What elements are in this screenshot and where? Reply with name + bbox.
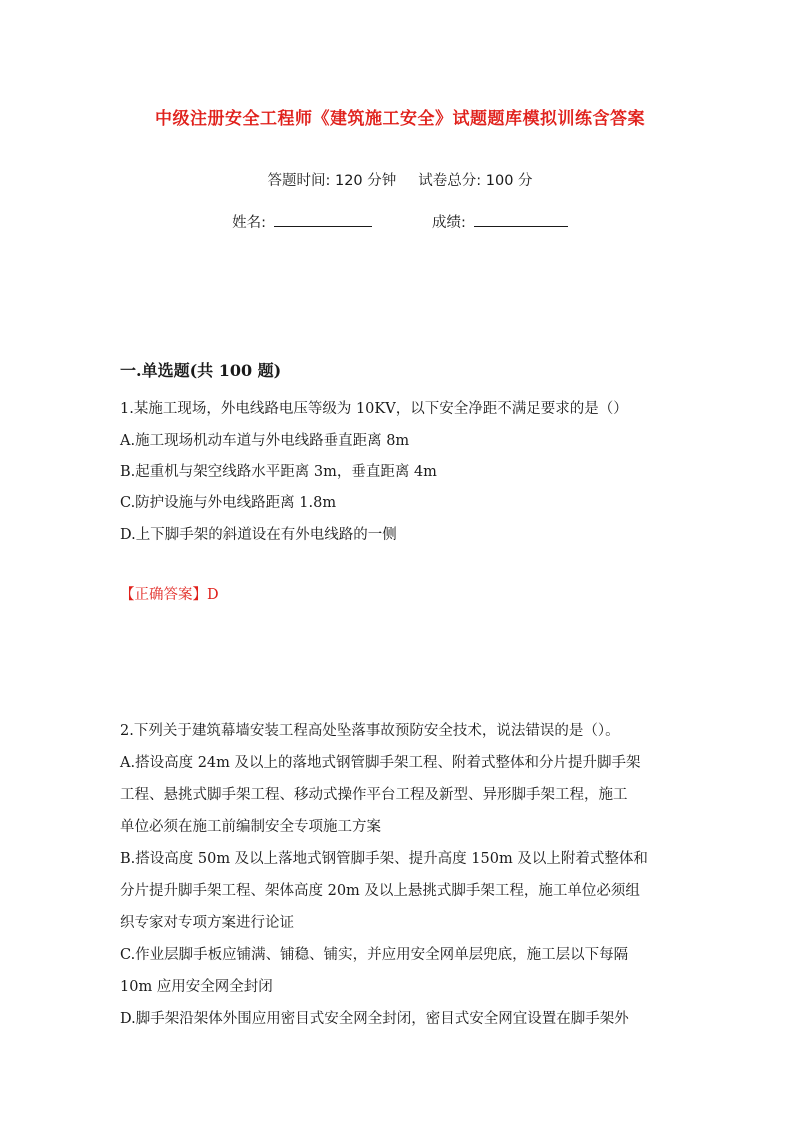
name-blank (274, 212, 372, 227)
document-title: 中级注册安全工程师《建筑施工安全》试题题库模拟训练含答案 (155, 109, 645, 129)
grade-blank (474, 212, 568, 227)
question-2-option-b-line-3: 织专家对专项方案进行论证 (120, 915, 294, 931)
score-label: 试卷总分: 100 分 (418, 173, 533, 189)
question-2-option-a-line-3: 单位必须在施工前编制安全专项施工方案 (120, 819, 381, 835)
question-2-option-d-line-1: D.脚手架沿架体外围应用密目式安全网全封闭，密目式安全网宜设置在脚手架外 (120, 1011, 629, 1027)
question-2-option-b-line-2: 分片提升脚手架工程、架体高度 20m 及以上悬挑式脚手架工程，施工单位必须组 (120, 883, 640, 899)
question-2-option-c-line-2: 10m 应用安全网全封闭 (120, 979, 273, 995)
question-2-option-a-line-2: 工程、悬挑式脚手架工程、移动式操作平台工程及新型、异形脚手架工程，施工 (120, 787, 628, 803)
time-label: 答题时间: 120 分钟 (267, 173, 397, 189)
grade-label: 成绩: (432, 215, 466, 231)
question-1-option-c: C.防护设施与外电线路距离 1.8m (120, 495, 337, 511)
question-1-option-a: A.施工现场机动车道与外电线路垂直距离 8m (120, 433, 410, 449)
name-label: 姓名: (232, 215, 266, 231)
question-1-option-d: D.上下脚手架的斜道设在有外电线路的一侧 (120, 527, 397, 543)
question-2-stem: 2.下列关于建筑幕墙安装工程高处坠落事故预防安全技术，说法错误的是（）。 (120, 723, 620, 739)
question-1-option-b: B.起重机与架空线路水平距离 3m，垂直距离 4m (120, 464, 437, 480)
question-2-option-a-line-1: A.搭设高度 24m 及以上的落地式钢管脚手架工程、附着式整体和分片提升脚手架 (120, 755, 641, 771)
question-1-stem: 1.某施工现场，外电线路电压等级为 10KV，以下安全净距不满足要求的是（） (120, 401, 628, 417)
student-info-row (0, 211, 800, 232)
question-1-answer: 【正确答案】D (120, 587, 219, 603)
section-title: 一.单选题(共 100 题) (120, 361, 282, 380)
question-2-option-b-line-1: B.搭设高度 50m 及以上落地式钢管脚手架、提升高度 150m 及以上附着式整体和 (120, 851, 648, 867)
question-2-option-c-line-1: C.作业层脚手板应铺满、铺稳、铺实，并应用安全网单层兜底，施工层以下每隔 (120, 947, 629, 963)
exam-info-row (0, 169, 800, 190)
